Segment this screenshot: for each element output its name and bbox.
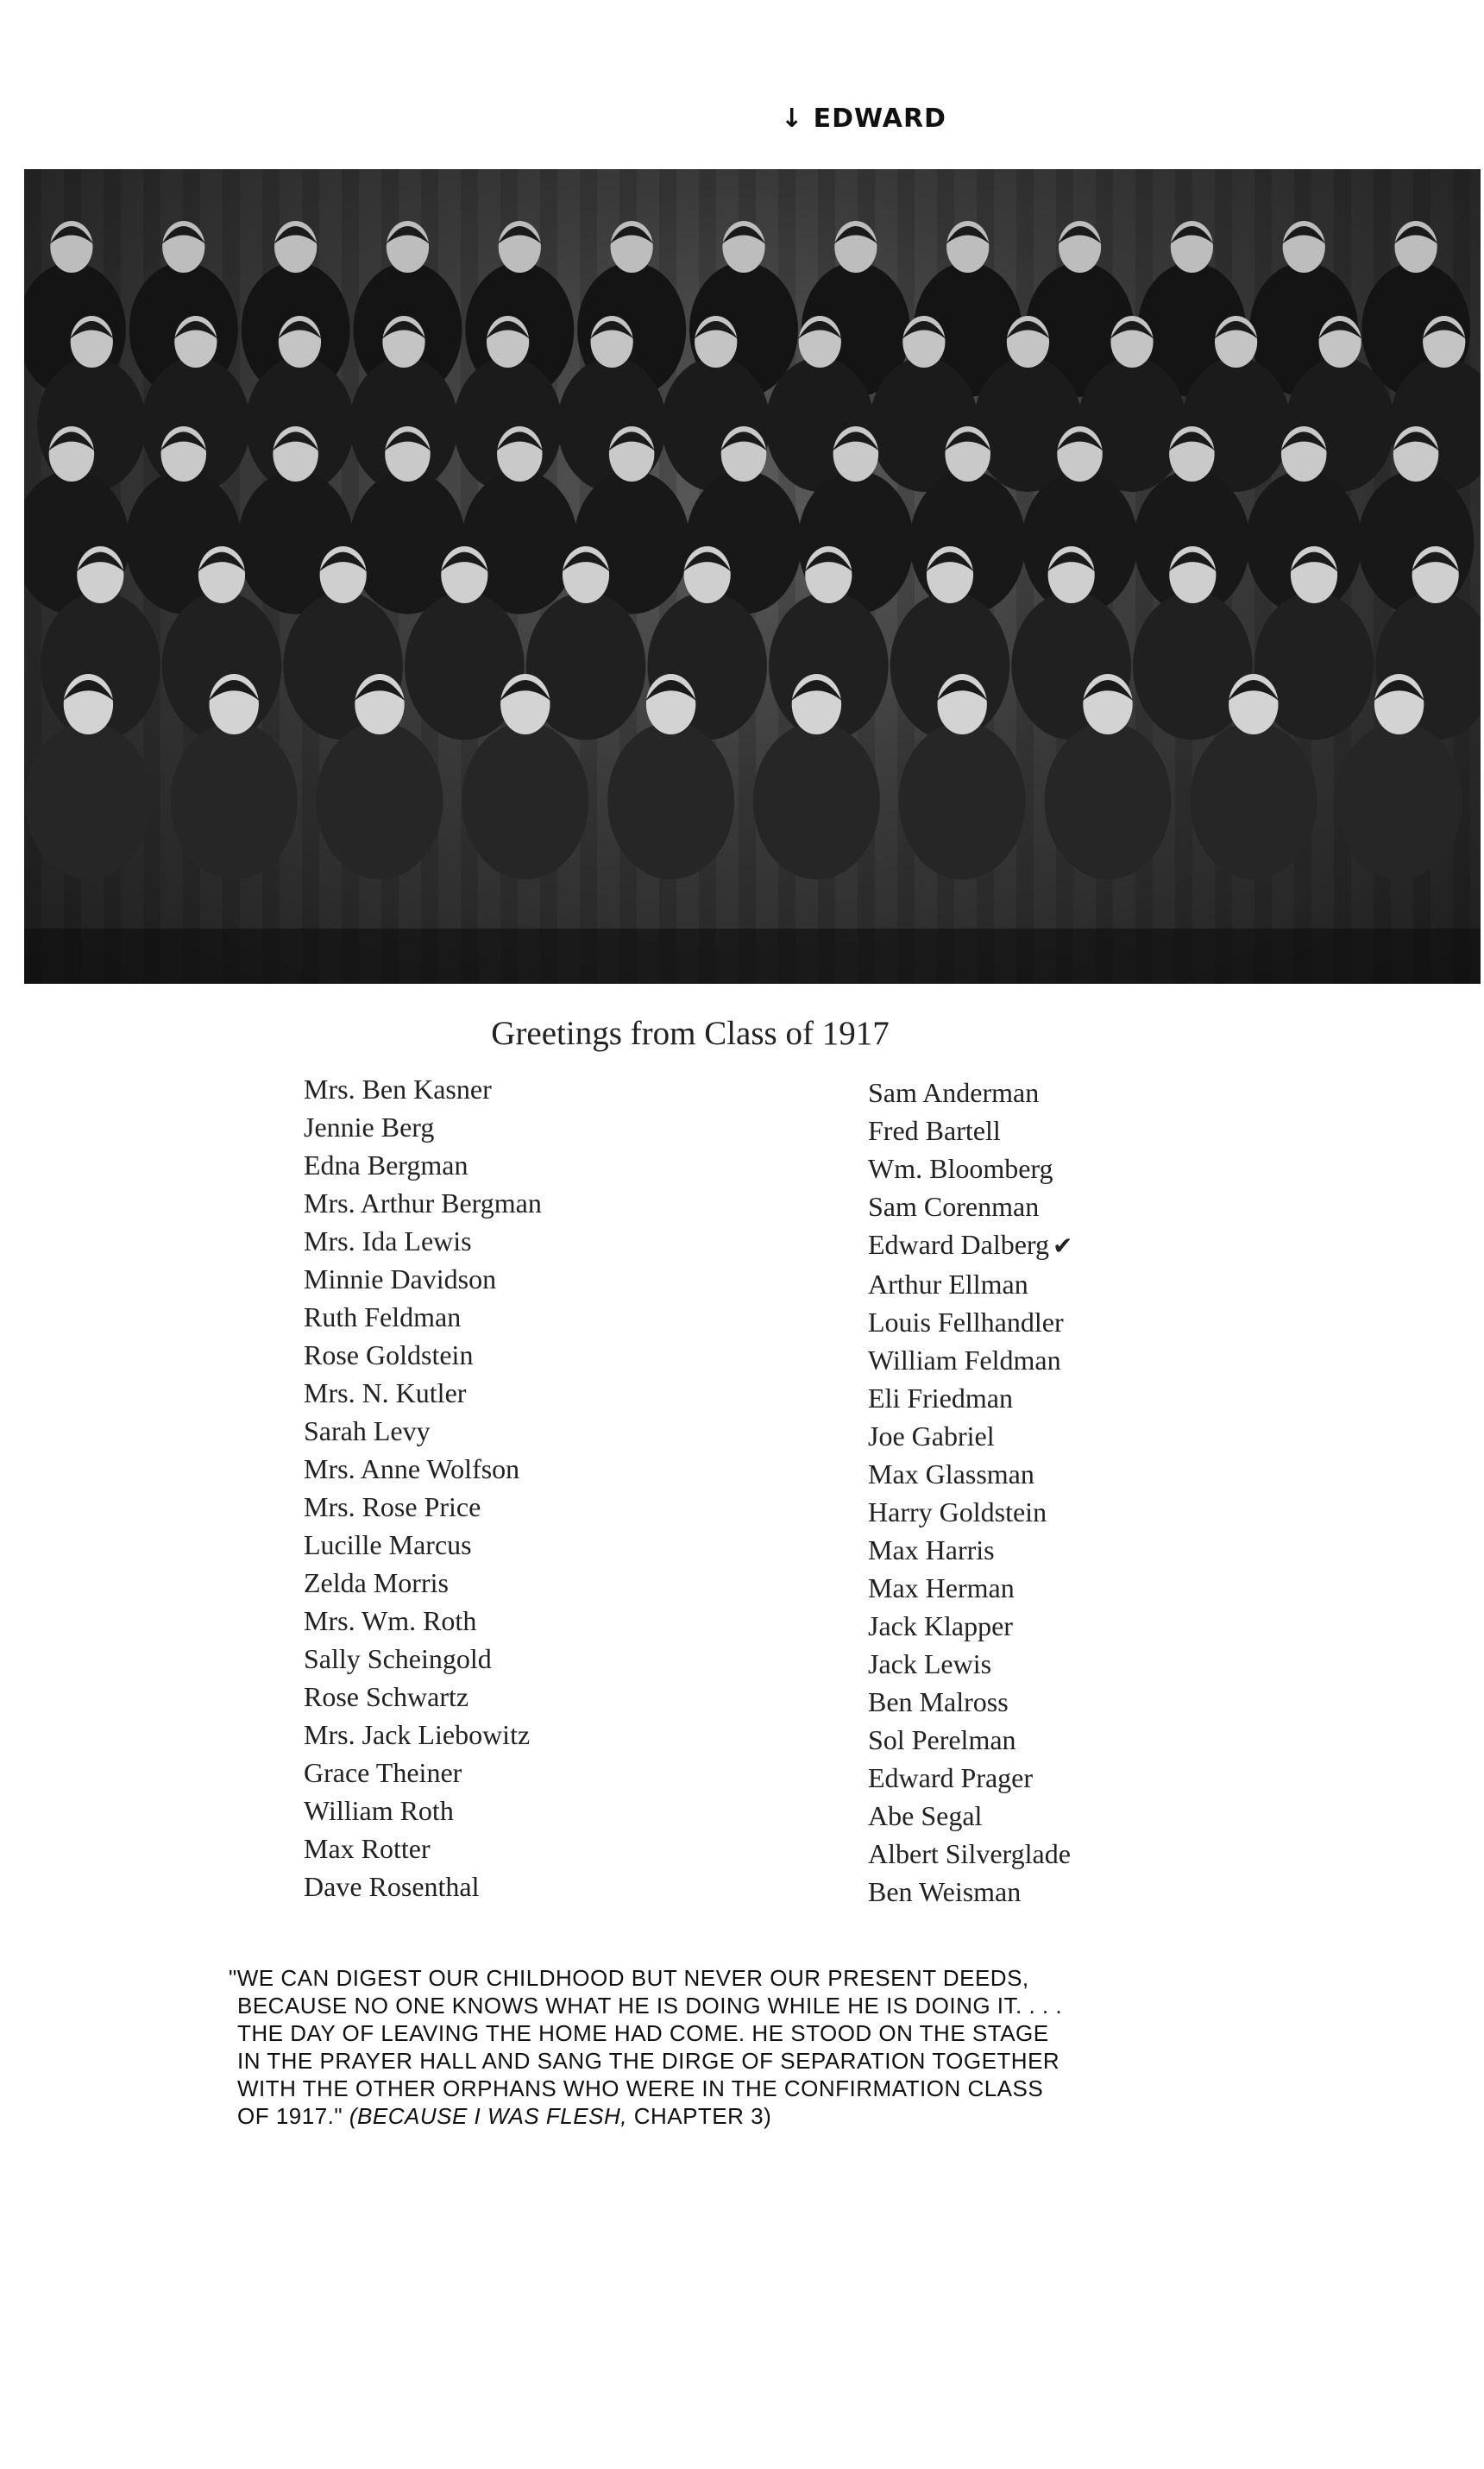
name-text: Mrs. N. Kutler [304,1377,467,1408]
annotation-text: EDWARD [813,104,946,134]
name-item [868,1873,1072,1911]
name-text: Mrs. Ida Lewis [304,1225,472,1257]
name-item [868,1265,1072,1303]
name-text: Fred Bartell [868,1115,1001,1146]
name-text: Minnie Davidson [304,1263,497,1294]
name-item [868,1683,1072,1721]
quote-line: WITH THE OTHER ORPHANS WHO WERE IN THE CONFIRMATION CLASS [237,2075,1044,2101]
name-item [304,1716,542,1754]
name-item [304,1602,542,1640]
person-body [462,722,588,879]
class-photo-silhouettes [24,169,1481,984]
quote-line: THE DAY OF LEAVING THE HOME HAD COME. HE STOOD ON THE STAGE [237,2020,1049,2046]
name-item [868,1835,1072,1873]
name-item [868,1149,1072,1187]
checkmark-icon: ✔ [1053,1231,1073,1260]
person-body [37,357,146,492]
handwritten-annotation [781,104,946,134]
name-item [868,1759,1072,1797]
person-body [1190,722,1317,879]
name-text: Mrs. Ben Kasner [304,1074,492,1105]
down-arrow-icon: ↓ [781,104,804,134]
person-body [25,722,152,879]
name-item [304,1754,542,1792]
quote-line: BECAUSE NO ONE KNOWS WHAT HE IS DOING WHILE HE IS DOING IT. . . . [237,1993,1063,2019]
name-text: Max Herman [868,1572,1015,1603]
name-text: Wm. Bloomberg [868,1153,1053,1184]
name-item [868,1455,1072,1493]
name-item [304,1298,542,1336]
name-item [868,1493,1072,1531]
name-text: Mrs. Arthur Bergman [304,1187,542,1219]
quote-line: IN THE PRAYER HALL AND SANG THE DIRGE OF SEPARATION TOGETHER [237,2048,1060,2074]
name-text: Mrs. Rose Price [304,1491,481,1522]
class-photo [24,169,1481,984]
name-text: Max Glassman [868,1458,1034,1490]
name-item [868,1797,1072,1835]
name-text: Mrs. Wm. Roth [304,1605,477,1636]
name-text: Jack Lewis [868,1648,992,1679]
name-item [304,1146,542,1184]
name-item [868,1074,1072,1112]
name-text: Edna Bergman [304,1149,468,1181]
name-text: Ben Weisman [868,1876,1022,1907]
person-body [753,722,880,879]
name-text: Dave Rosenthal [304,1871,480,1902]
person-body [1336,722,1462,879]
name-item [304,1374,542,1412]
name-item [868,1645,1072,1683]
name-text: Abe Segal [868,1800,983,1831]
quote-source-title: (BECAUSE I WAS FLESH, [349,2103,627,2129]
quote-source-chapter: CHAPTER 3) [633,2103,772,2129]
name-text: Eli Friedman [868,1383,1013,1414]
caption-title: Greetings from Class of 1917 [491,1015,890,1052]
name-text: Max Harris [868,1534,995,1565]
name-item [304,1830,542,1867]
quote-block [229,1964,1212,2130]
person-body [607,722,734,879]
name-item [304,1070,542,1108]
name-text: Arthur Ellman [868,1269,1028,1300]
name-text: Edward Dalberg [868,1229,1049,1260]
person-body [317,722,443,879]
name-item [868,1417,1072,1455]
quote-line: "WE CAN DIGEST OUR CHILDHOOD BUT NEVER OUR PRESENT DEEDS, [229,1965,1029,1991]
person-body [899,722,1026,879]
name-item [868,1569,1072,1607]
names-list-right [868,1074,1072,1911]
quote-line-start: OF 1917." [237,2103,343,2129]
name-item [868,1187,1072,1225]
name-text: Max Rotter [304,1833,431,1864]
name-item [868,1721,1072,1759]
name-item [304,1108,542,1146]
name-text: Rose Schwartz [304,1681,469,1712]
name-text: Lucille Marcus [304,1529,472,1560]
name-item [868,1341,1072,1379]
name-text: Joe Gabriel [868,1420,995,1452]
name-item [304,1564,542,1602]
name-item [304,1450,542,1488]
name-item [868,1112,1072,1149]
name-text: Albert Silverglade [868,1838,1071,1869]
name-text: Rose Goldstein [304,1339,474,1370]
name-text: Louis Fellhandler [868,1307,1064,1338]
name-item [868,1225,1072,1265]
name-item [868,1531,1072,1569]
name-text: Jack Klapper [868,1610,1013,1641]
person-body [1358,470,1474,614]
person-body [557,357,666,492]
name-text: Jennie Berg [304,1112,435,1143]
name-text: Ben Malross [868,1686,1009,1717]
name-text: Harry Goldstein [868,1496,1047,1527]
name-text: Grace Theiner [304,1757,462,1788]
name-text: Mrs. Anne Wolfson [304,1453,520,1484]
name-item [868,1607,1072,1645]
name-text: William Feldman [868,1345,1061,1376]
name-item [304,1412,542,1450]
names-list-left [304,1070,542,1905]
name-item [304,1526,542,1564]
name-text: Sam Corenman [868,1191,1040,1222]
person-body [1045,722,1172,879]
name-text: William Roth [304,1795,454,1826]
name-item [304,1678,542,1716]
photo-floor [24,929,1481,984]
name-item [304,1488,542,1526]
name-item [304,1336,542,1374]
name-text: Zelda Morris [304,1567,449,1598]
name-text: Ruth Feldman [304,1301,462,1332]
name-item [304,1640,542,1678]
person-body [171,722,298,879]
name-item [304,1184,542,1222]
name-text: Sally Scheingold [304,1643,492,1674]
name-item [868,1303,1072,1341]
name-item [304,1792,542,1830]
name-item [304,1222,542,1260]
name-item [304,1260,542,1298]
name-item [868,1379,1072,1417]
name-text: Sam Anderman [868,1077,1040,1108]
name-text: Edward Prager [868,1762,1034,1793]
name-text: Sol Perelman [868,1724,1016,1755]
name-text: Mrs. Jack Liebowitz [304,1719,531,1750]
name-text: Sarah Levy [304,1415,431,1446]
name-item [304,1867,542,1905]
quote-line-last [229,2102,1212,2130]
